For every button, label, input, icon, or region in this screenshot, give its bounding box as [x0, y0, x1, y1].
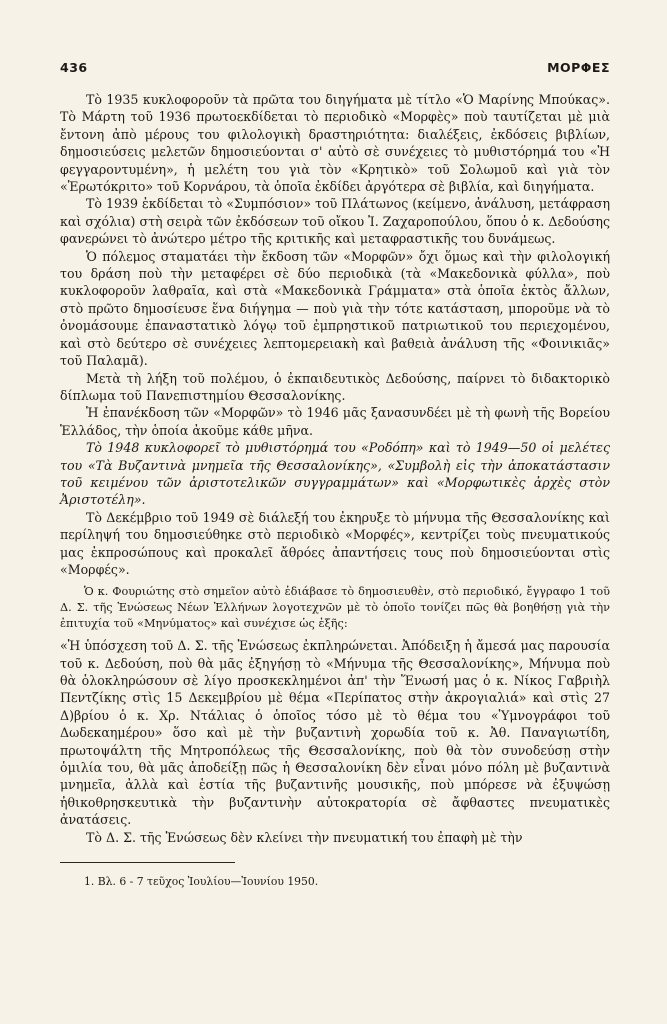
document-page — [60, 60, 610, 889]
paragraph: Τὸ Δεκέμβριο τοῦ 1949 σὲ διάλεξή του ἐκηρυξε τὸ μήνυμα τῆς Θεσσαλονίκης καὶ περίληψή του δημοσιεύθηκε στὸ περιοδικὸ «Μορφές», κεντρίζει τοὺς πνευματικούς μας ἐκπροσώπους καὶ προκαλεῖ ἄθρόες ἀπαντήσεις τους ποὺ δημοσιεύονται στὶς «Μορφές». — [60, 509, 610, 577]
body-text — [60, 91, 610, 578]
quoted-speech — [60, 637, 610, 846]
page-header — [60, 60, 610, 75]
quote-paragraph: «Ἡ ὑπόσχεση τοῦ Δ. Σ. τῆς Ἑνώσεως ἐκπληρώνεται. Ἀπόδειξη ἡ ἄμεσά μας παρουσία τοῦ κ. Δεδούση, ποὺ θὰ μᾶς ἐξηγήσῃ τὸ «Μήνυμα τῆς Θεσσαλονίκης», Μήνυμα ποὺ θὰ ὁλοκληρώσουν σὲ λίγο προσκεκλημένοι ἀπ' τὴν Ἕνωσή μας ὁ κ. Νίκος Γαβριὴλ Πεντζίκης στὶς 15 Δεκεμβρίου μὲ θέμα «Περίπατος στὴν ἀκρογιαλιά» καὶ στὶς 27 Δ)βρίου ὁ κ. Χρ. Ντάλιας ὁ ὁποῖος τόσο μὲ τὸ θέμα του «Ὑμνογράφοι τοῦ Δωδεκαημέρου» ὅσο καὶ μὲ τὴν βυζαντινὴ χορωδία τοῦ κ. Ἀθ. Παναγιωτίδη, πρωτοψάλτη τῆς Μητροπόλεως τῆς Θεσσαλονίκης, ποὺ θὰ τὸν συνοδεύσῃ στὴν ὁμιλία του, θὰ μᾶς ἀποδείξῃ πῶς ἡ Θεσσαλονίκη δὲν εἶναι μόνο πόλη μὲ βυζαντινὰ μνημεῖα, ἀλλὰ καὶ ἑστία τῆς βυζαντινῆς μουσικῆς, ποὺ μπόρεσε νὰ ἐξυψώσῃ ἠθικοθρησκευτικὰ τὴν βυζαντινὴν αὐτοκρατορία σὲ ἄφθαστες πνευματικὲς ἀνατάσεις. — [60, 638, 610, 828]
footnote-divider — [60, 862, 235, 863]
paragraph: Ὁ πόλεμος σταματάει τὴν ἔκδοση τῶν «Μορφῶν» ὄχι ὅμως καὶ τὴν φιλολογική του δράση ποὺ τὴν μεταφέρει σὲ δύο περιοδικὰ (τὰ «Μακεδονικὰ φύλλα», ποὺ κυκλοφοροῦν λαθραῖα, καὶ στὰ «Μακεδονικὰ Γράμματα» στὰ ὁποῖα ἐκτὸς ἄλλων, στὸ πρῶτο δημοσίευσε ἕνα διήγημα — ποὺ γιὰ τὴν τότε κατάσταση, μποροῦμε νὰ τὸ ὀνομάσουμε ἐπαναστατικὸ λόγῳ τοῦ ἐμπρηστικοῦ πατριωτικοῦ του περιεχομένου, καὶ στὸ δεύτερο σὲ συνέχειες λεπτομερειακὴ καὶ βαθειὰ ἀνάλυση τῆς «Φοινικιᾶς» τοῦ Παλαμᾶ). — [60, 248, 610, 369]
paragraph: Τὸ 1939 ἐκδίδεται τὸ «Συμπόσιον» τοῦ Πλάτωνος (κείμενο, ἀνάλυση, μετάφραση καὶ σχόλια) στὴ σειρὰ τῶν ἐκδόσεων τοῦ οἴκου Ἰ. Ζαχαροπούλου, ὅπου ὁ κ. Δεδούσης φανερώνει τὸ ἀνώτερο μέτρο τῆς κριτικῆς καὶ μεταφραστικῆς του δυνάμεως. — [60, 196, 611, 247]
quote-paragraph: Τὸ Δ. Σ. τῆς Ἑνώσεως δὲν κλείνει τὴν πνευματική του ἐπαφὴ μὲ τὴν — [86, 829, 523, 845]
note-paragraph: Ὁ κ. Φουριώτης στὸ σημεῖον αὐτὸ ἐδιάβασε τὸ δημοσιευθὲν, στὸ περιοδικό, ἔγγραφο 1 τοῦ Δ. Σ. τῆς Ἑνώσεως Νέων Ἑλλήνων λογοτεχνῶν μὲ τὸ ὁποῖο τονίζει πῶς θὰ βοηθήσῃ γιὰ τὴν ἐπιτυχία τοῦ «Μηνύματος» καὶ συνέχισε ὡς ἑξῆς: — [60, 585, 610, 630]
paragraph: Ἡ ἐπανέκδοση τῶν «Μορφῶν» τὸ 1946 μᾶς ξανασυνδέει μὲ τὴ φωνὴ τῆς Βορείου Ἑλλάδος, τὴν ὁποία ἀκοῦμε κάθε μῆνα. — [60, 405, 610, 438]
paragraph: Τὸ 1935 κυκλοφοροῦν τὰ πρῶτα του διηγήματα μὲ τίτλο «Ὁ Μαρίνης Μπούκας». Τὸ Μάρτη τοῦ 1936 πρωτοεκδίδεται τὸ περιοδικὸ «Μορφὲς» ποὺ ταυτίζεται μὲ μιὰ ἔντονη ἀπὸ μέρους του φιλολογικὴ δραστηριότητα: διαλέξεις, ἐκδόσεις βιβλίων, δημοσιεύσεις μελετῶν δημοσιεύονται σ' αὐτὸ σὲ συνέχειες τὸ μυθιστόρημά του «Ἡ φεγγαροντυμένη», ἡ μελέτη του γιὰ τὸν «Κρητικὸ» τοῦ Σολωμοῦ καὶ γιὰ τὸν «Ἐρωτόκριτο» τοῦ Κορνάρου, τὰ ὁποῖα ἐκδίδει ἀργότερα σὲ βιβλία, καὶ διηγήματα. — [60, 92, 610, 195]
footnote: 1. Βλ. 6 - 7 τεῦχος Ἰουλίου—Ἰουνίου 1950. — [84, 875, 319, 889]
speaker-note — [60, 584, 610, 631]
paragraph: Τὸ 1948 κυκλοφορεῖ τὸ μυθιστόρημά του «Ροδόπη» καὶ τὸ 1949—50 οἱ μελέτες του «Τὰ Βυζαντινὰ μνημεῖα τῆς Θεσσαλονίκης», «Συμβολὴ εἰς τὴν ἀποκατάστασιν τοῦ κειμένου τῶν ἀριστοτελικῶν συγγραμμάτων» καὶ «Μορφωτικὲς ἀρχὲς στὸν Ἀριστοτέλη». — [60, 440, 610, 508]
journal-title: ΜΟΡΦΕΣ — [547, 60, 610, 75]
page-number: 436 — [60, 60, 88, 75]
paragraph: Μετὰ τὴ λήξη τοῦ πολέμου, ὁ ἐκπαιδευτικὸς Δεδούσης, παίρνει τὸ διδακτορικὸ δίπλωμα τοῦ Πανεπιστημίου Θεσσαλονίκης. — [60, 370, 610, 403]
